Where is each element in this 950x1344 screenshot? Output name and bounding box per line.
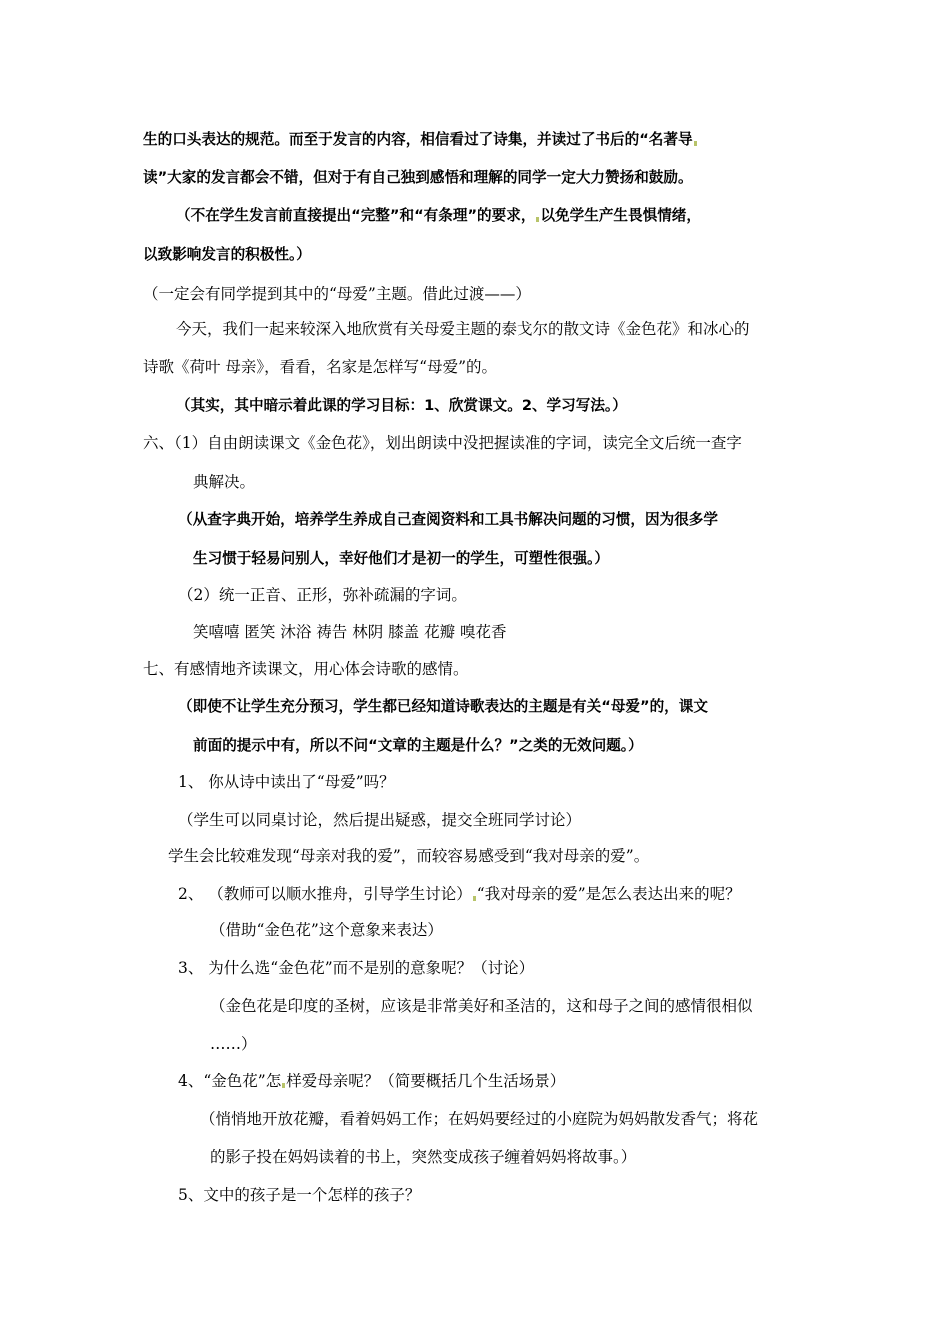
paragraph-line: 2、 （教师可以顺水推舟，引导学生讨论） “我对母亲的爱”是怎么表达出来的呢？	[178, 885, 741, 903]
paragraph-line: （其实，其中暗示着此课的学习目标：1、欣赏课文。2、学习写法。）	[176, 397, 627, 414]
paragraph-line: 1、 你从诗中读出了“母爱”吗？	[178, 773, 395, 791]
paragraph-line: （一定会有同学提到其中的“母爱”主题。借此过渡——）	[143, 285, 531, 303]
paragraph-line: （借助“金色花”这个意象来表达）	[210, 921, 443, 939]
paragraph-line: 六、（1）自由朗读课文《金色花》，划出朗读中没把握读准的字词，读完全文后统一查字	[143, 434, 742, 452]
mark-dot	[694, 141, 697, 146]
paragraph-line: 今天，我们一起来较深入地欣赏有关母爱主题的泰戈尔的散文诗《金色花》和冰心的	[176, 320, 750, 338]
paragraph-line: 笑嘻嘻 匿笑 沐浴 祷告 林阴 膝盖 花瓣 嗅花香	[193, 623, 507, 641]
mark-dot	[536, 217, 539, 222]
paragraph-line: 学生会比较难发现“母亲对我的爱”，而较容易感受到“我对母亲的爱”。	[168, 847, 650, 865]
paragraph-line: 读”大家的发言都会不错，但对于有自己独到感悟和理解的同学一定大力赞扬和鼓励。	[143, 169, 693, 186]
paragraph-line: 以致影响发言的积极性。）	[143, 246, 311, 263]
paragraph-line: 生的口头表达的规范。而至于发言的内容，相信看过了诗集，并读过了书后的“名著导	[143, 130, 698, 150]
paragraph-line: （悄悄地开放花瓣，看着妈妈工作；在妈妈要经过的小庭院为妈妈散发香气；将花	[200, 1110, 759, 1128]
paragraph-line: 4、“金色花”怎 样爱母亲呢？（简要概括几个生活场景）	[178, 1072, 566, 1090]
paragraph-line: 七、有感情地齐读课文，用心体会诗歌的感情。	[143, 660, 469, 678]
paragraph-line: （不在学生发言前直接提出“完整”和“有条理”的要求， 以免学生产生畏惧情绪，	[176, 207, 701, 224]
paragraph-line: （金色花是印度的圣树，应该是非常美好和圣洁的，这和母子之间的感情很相似	[210, 997, 753, 1015]
mark-dot	[473, 896, 476, 901]
paragraph-line: ……）	[210, 1035, 257, 1053]
paragraph-line: 前面的提示中有，所以不问“文章的主题是什么？”之类的无效问题。）	[193, 737, 643, 754]
paragraph-line: （从查字典开始，培养学生养成自己查阅资料和工具书解决问题的习惯，因为很多学	[178, 511, 718, 528]
paragraph-line: 典解决。	[193, 473, 256, 491]
paragraph-line: 3、 为什么选“金色花”而不是别的意象呢？（讨论）	[178, 959, 535, 977]
paragraph-line: 生习惯于轻易问别人，幸好他们才是初一的学生，可塑性很强。）	[193, 550, 609, 567]
paragraph-line: 5、文中的孩子是一个怎样的孩子？	[178, 1186, 421, 1204]
paragraph-line: （2）统一正音、正形，弥补疏漏的字词。	[178, 586, 467, 604]
paragraph-line: （学生可以同桌讨论，然后提出疑惑，提交全班同学讨论）	[178, 811, 582, 829]
paragraph-line: 诗歌《荷叶 母亲》，看看，名家是怎样写“母爱”的。	[143, 358, 498, 376]
paragraph-line: 的影子投在妈妈读着的书上，突然变成孩子缠着妈妈将故事。）	[210, 1148, 637, 1166]
mark-dot	[282, 1083, 285, 1088]
paragraph-line: （即使不让学生充分预习，学生都已经知道诗歌表达的主题是有关“母爱”的，课文	[178, 698, 708, 715]
